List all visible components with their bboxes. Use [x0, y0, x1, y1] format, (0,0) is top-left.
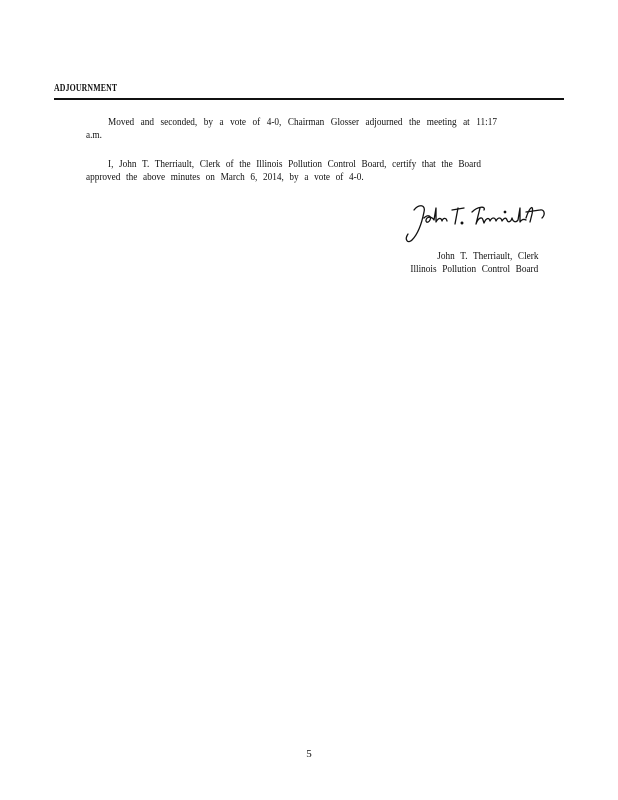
- certification-paragraph-line-2: approved the above minutes on March 6, 2014, by a vote of 4-0.: [86, 171, 364, 183]
- signatory-organization: Illinois Pollution Control Board: [410, 263, 538, 275]
- adjournment-paragraph-line-1: Moved and seconded, by a vote of 4-0, Chairman Glosser adjourned the meeting at 11:17: [108, 116, 497, 128]
- page-number: 5: [306, 748, 312, 760]
- section-heading: ADJOURNMENT: [54, 83, 118, 94]
- handwritten-signature: [400, 196, 550, 248]
- certification-paragraph-line-1: I, John T. Therriault, Clerk of the Illinois Pollution Control Board, certify that the Board: [108, 158, 481, 170]
- heading-rule: [54, 98, 564, 100]
- adjournment-paragraph-line-2: a.m.: [86, 129, 102, 141]
- signatory-name-title: John T. Therriault, Clerk: [436, 250, 538, 262]
